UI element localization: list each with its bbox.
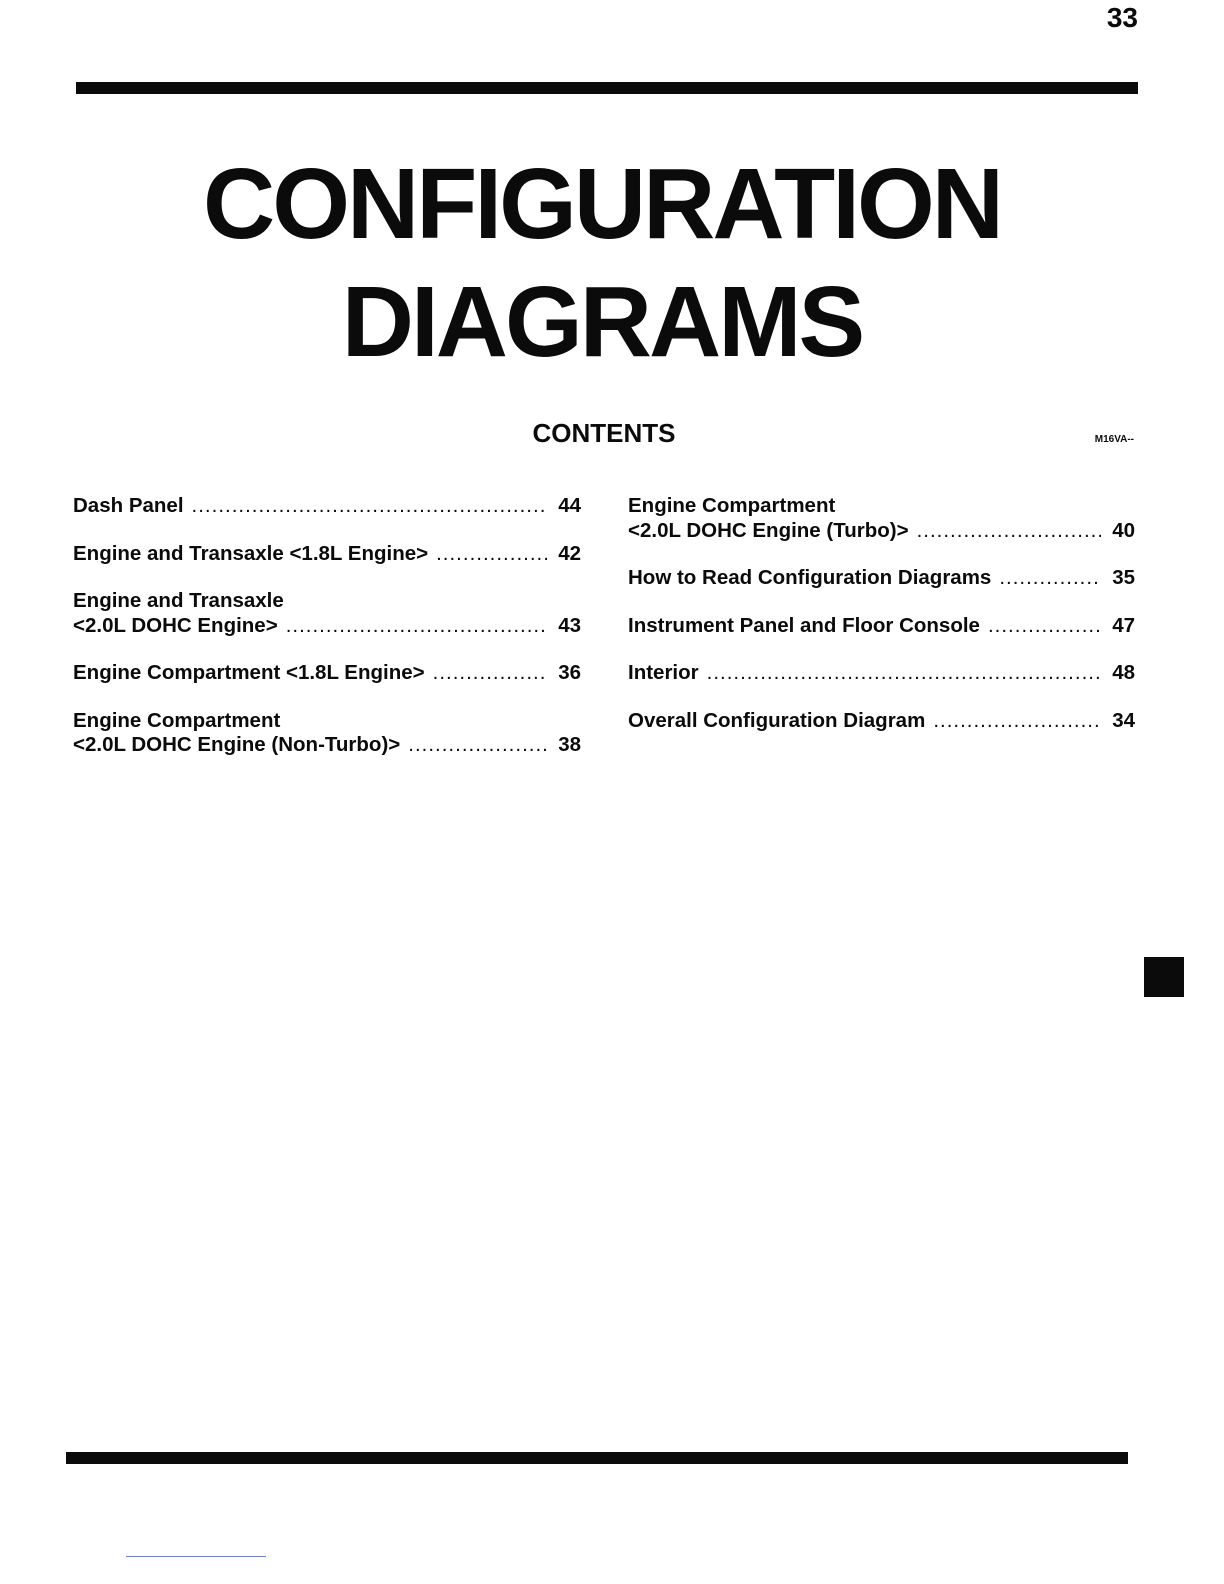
toc-entry-title: Dash Panel (73, 494, 184, 517)
toc-entry-subtitle: <2.0L DOHC Engine> (73, 613, 278, 637)
toc-line (73, 614, 581, 639)
toc-entry-dash-panel[interactable] (73, 494, 581, 519)
contents-heading: CONTENTS (532, 418, 676, 448)
dot-leader (192, 494, 547, 519)
toc-entry-page: 40 (1112, 518, 1135, 542)
dot-leader (933, 709, 1101, 734)
toc-entry-overall-configuration[interactable] (628, 709, 1135, 734)
toc-entry-engine-compartment-1-8l[interactable] (73, 661, 581, 686)
top-rule (76, 82, 1138, 94)
toc-entry-title: Overall Configuration Diagram (628, 708, 926, 732)
toc-entry-page: 47 (1112, 613, 1135, 637)
toc-entry-page: 34 (1112, 708, 1135, 732)
toc-left-column (73, 494, 581, 781)
toc-entry-title: Instrument Panel and Floor Console (628, 613, 980, 637)
toc-entry-title: Engine and Transaxle <1.8L Engine> (73, 541, 429, 565)
toc-line (628, 661, 1135, 686)
toc-entry-page: 38 (558, 733, 581, 756)
toc-entry-interior[interactable] (628, 661, 1135, 686)
toc-line (628, 566, 1135, 591)
page-title-line-2: DIAGRAMS (341, 266, 863, 378)
toc-line (628, 519, 1135, 544)
section-tab-marker (1144, 957, 1184, 997)
toc-entry-title: Engine Compartment <1.8L Engine> (73, 661, 425, 684)
toc-entry-page: 43 (558, 613, 581, 637)
dot-leader (988, 614, 1101, 639)
toc-entry-page: 42 (558, 541, 581, 565)
page-title-line-1: CONFIGURATION (203, 148, 1001, 260)
toc-entry-title: Interior (628, 661, 699, 684)
toc-entry-page: 36 (558, 661, 581, 684)
toc-line (73, 733, 581, 758)
dot-leader (408, 733, 547, 758)
toc-entry-title: Engine Compartment (73, 708, 281, 732)
page-number: 33 (1106, 2, 1138, 33)
toc-right-column (628, 494, 1135, 756)
dot-leader (707, 661, 1101, 686)
dot-leader (999, 566, 1101, 591)
toc-entry-engine-transaxle-2-0l[interactable] (73, 589, 581, 638)
toc-line (73, 494, 581, 519)
toc-line (73, 661, 581, 686)
toc-entry-how-to-read[interactable] (628, 566, 1135, 591)
toc-line (73, 542, 581, 567)
dot-leader (436, 542, 547, 567)
toc-entry-engine-transaxle-1-8l[interactable] (73, 542, 581, 567)
toc-entry-instrument-panel[interactable] (628, 614, 1135, 639)
dot-leader (433, 661, 547, 686)
toc-entry-subtitle: <2.0L DOHC Engine (Non-Turbo)> (73, 733, 401, 756)
toc-entry-engine-compartment-turbo[interactable] (628, 494, 1135, 543)
toc-entry-page: 35 (1112, 566, 1135, 589)
dot-leader (286, 614, 547, 639)
toc-entry-title: How to Read Configuration Diagrams (628, 566, 992, 589)
bottom-rule (66, 1452, 1128, 1464)
toc-entry-engine-compartment-non-turbo[interactable] (73, 709, 581, 758)
document-code: M16VA-- (1094, 434, 1134, 445)
toc-entry-subtitle: <2.0L DOHC Engine (Turbo)> (628, 518, 909, 542)
toc-entry-title: Engine and Transaxle (73, 589, 284, 612)
toc-line (628, 709, 1135, 734)
toc-entry-page: 44 (558, 494, 581, 517)
dot-leader (917, 519, 1101, 544)
blue-underline-mark (126, 1556, 266, 1557)
toc-entry-title: Engine Compartment (628, 494, 836, 517)
toc-entry-page: 48 (1112, 661, 1135, 684)
toc-line (628, 614, 1135, 639)
